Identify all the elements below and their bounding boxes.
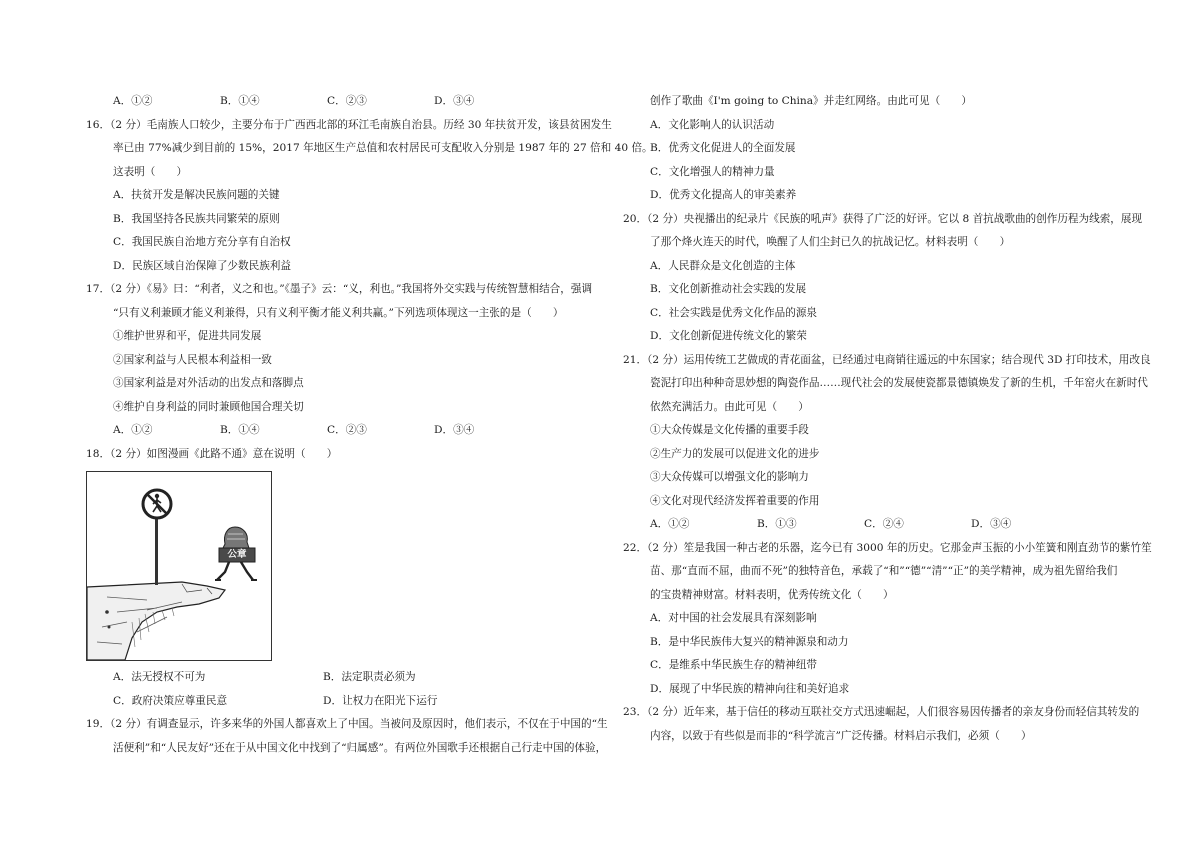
q18-options-row2 — [86, 690, 596, 714]
question-stem-line: 的宝贵精神财富。材料表明，优秀传统文化（ ） — [650, 588, 894, 601]
option-b: B．①④ — [220, 424, 260, 436]
question-stem-line: 18．（2 分）如图漫画《此路不通》意在说明（ ） — [86, 447, 338, 460]
q15-options — [86, 90, 596, 114]
question-19-continued — [623, 90, 1157, 208]
question-stem-line: 19．（2 分）有调查显示，许多来华的外国人都喜欢上了中国。当被问及原因时，他们表示，不仅在于中国的“生 — [86, 718, 608, 730]
cartoon-drawing — [87, 472, 271, 660]
q18-options-row1 — [86, 666, 596, 690]
question-20 — [623, 208, 1157, 349]
option-d: D．③④ — [971, 518, 1012, 530]
option-d: D．让权力在阳光下运行 — [323, 694, 438, 707]
question-stem-line: 率已由 77%减少到目前的 15%，2017 年地区生产总值和农村居民可支配收入分别是 1987 年的 27 倍和 40 倍。 — [113, 142, 653, 154]
statement-item: ①大众传媒是文化传播的重要手段 — [650, 424, 809, 436]
statement-item: ①维护世界和平，促进共同发展 — [113, 330, 262, 342]
option-b: B．优秀文化促进人的全面发展 — [650, 142, 796, 154]
option-b: B．我国坚持各民族共同繁荣的原则 — [113, 212, 280, 225]
option-c: C．②④ — [864, 518, 904, 530]
statement-item: ③国家利益是对外活动的出发点和落脚点 — [113, 377, 304, 389]
option-b: B．①④ — [220, 95, 260, 107]
statement-item: ④文化对现代经济发挥着重要的作用 — [650, 494, 820, 507]
option-a: A．①② — [113, 424, 153, 436]
option-b: B．文化创新推动社会实践的发展 — [650, 283, 807, 295]
option-b: B．法定职责必须为 — [323, 671, 416, 683]
option-d: D．③④ — [434, 95, 475, 107]
left-column — [86, 90, 653, 760]
question-stem-line: 这表明（ ） — [113, 165, 188, 178]
option-a: A．法无授权不可为 — [113, 671, 206, 683]
option-c: C．文化增强人的精神力量 — [650, 165, 775, 178]
question-18 — [86, 443, 596, 714]
question-16 — [86, 114, 653, 279]
option-c: C．②③ — [327, 424, 367, 436]
option-b: B．①③ — [757, 518, 797, 530]
question-stem-line: “只有义利兼顾才能义利兼得，只有义利平衡才能义利共赢。”下列选项体现这一主张的是（ ） — [113, 306, 564, 319]
option-a: A．人民群众是文化创造的主体 — [650, 259, 796, 272]
option-d: D．展现了中华民族的精神向往和美好追求 — [650, 682, 850, 695]
q17-options — [86, 419, 596, 443]
question-stem-line: 内容，以致于有些似是而非的“科学流言”广泛传播。材料启示我们，必须（ ） — [650, 729, 1032, 742]
option-c: C．政府决策应尊重民意 — [113, 694, 228, 707]
question-stem-line: 17．（2 分）《易》曰：“利者，义之和也。”《墨子》云：“义，利也。”我国将外交实践与传统智慧相结合，强调 — [86, 283, 593, 295]
question-17 — [86, 278, 596, 443]
question-stem-line: 21．（2 分）运用传统工艺做成的青花面盆，已经通过电商销往遥远的中东国家；结合现代 3D 打印技术，用改良 — [623, 353, 1151, 366]
seal-label: 公章 — [227, 549, 247, 560]
question-stem-line: 瓷泥打印出种种奇思妙想的陶瓷作品……现代社会的发展使瓷都景德镇焕发了新的生机，千年窑火在新时代 — [650, 377, 1148, 389]
statement-item: ②国家利益与人民根本利益相一致 — [113, 353, 272, 366]
question-19 — [86, 713, 608, 760]
option-d: D．③④ — [434, 424, 475, 436]
question-stem-line: 22．（2 分）笙是我国一种古老的乐器，迄今已有 3000 年的历史。它那金声玉振的小小笙簧和刚直劲节的紫竹笙 — [623, 541, 1152, 554]
question-stem-line: 依然充满活力。由此可见（ ） — [650, 400, 809, 413]
option-a: A．扶贫开发是解决民族问题的关键 — [113, 189, 280, 201]
option-a: A．对中国的社会发展具有深刻影响 — [650, 612, 817, 624]
option-a: A．①② — [650, 518, 690, 530]
question-stem-line: 苗、那“直而不屈，曲而不死”的独特音色，承载了“和”“德”“清”“正”的美学精神，成为祖先留给我们 — [650, 565, 1118, 577]
option-d: D．文化创新促进传统文化的繁荣 — [650, 330, 807, 342]
question-stem-line: 活便利”和“人民友好”还在于从中国文化中找到了“归属感”。有两位外国歌手还根据自己行走中国的体验， — [113, 741, 607, 754]
question-stem-line: 23．（2 分）近年来，基于信任的移动互联社交方式迅速崛起，人们很容易因传播者的亲友身份而轻信其转发的 — [623, 706, 1140, 718]
q21-options — [623, 513, 1157, 537]
option-d: D．民族区域自治保障了少数民族利益 — [113, 259, 291, 272]
cartoon-figure — [86, 471, 272, 661]
option-c: C．社会实践是优秀文化作品的源泉 — [650, 306, 818, 319]
statement-item: ③大众传媒可以增强文化的影响力 — [650, 471, 809, 483]
question-21 — [623, 349, 1157, 537]
option-d: D．优秀文化提高人的审美素养 — [650, 189, 797, 201]
question-stem-line: 20．（2 分）央视播出的纪录片《民族的吼声》获得了广泛的好评。它以 8 首抗战歌曲的创作历程为线索，展现 — [623, 212, 1143, 225]
question-22 — [623, 537, 1157, 702]
option-c: C．②③ — [327, 95, 367, 107]
question-stem-line: 16．（2 分）毛南族人口较少，主要分布于广西西北部的环江毛南族自治县。历经 30 年扶贫开发，该县贫困发生 — [86, 118, 612, 131]
statement-item: ④维护自身利益的同时兼顾他国合理关切 — [113, 400, 304, 413]
option-b: B．是中华民族伟大复兴的精神源泉和动力 — [650, 635, 849, 648]
question-stem-line: 创作了歌曲《I'm going to China》并走红网络。由此可见（ ） — [650, 95, 972, 107]
option-c: C．是维系中华民族生存的精神纽带 — [650, 659, 818, 671]
option-c: C．我国民族自治地方充分享有自治权 — [113, 236, 291, 248]
question-23 — [623, 701, 1157, 748]
option-a: A．文化影响人的认识活动 — [650, 118, 775, 131]
right-column — [623, 90, 1157, 748]
question-stem-line: 了那个烽火连天的时代，唤醒了人们尘封已久的抗战记忆。材料表明（ ） — [650, 236, 1011, 248]
option-a: A．①② — [113, 95, 153, 107]
statement-item: ②生产力的发展可以促进文化的进步 — [650, 447, 820, 460]
